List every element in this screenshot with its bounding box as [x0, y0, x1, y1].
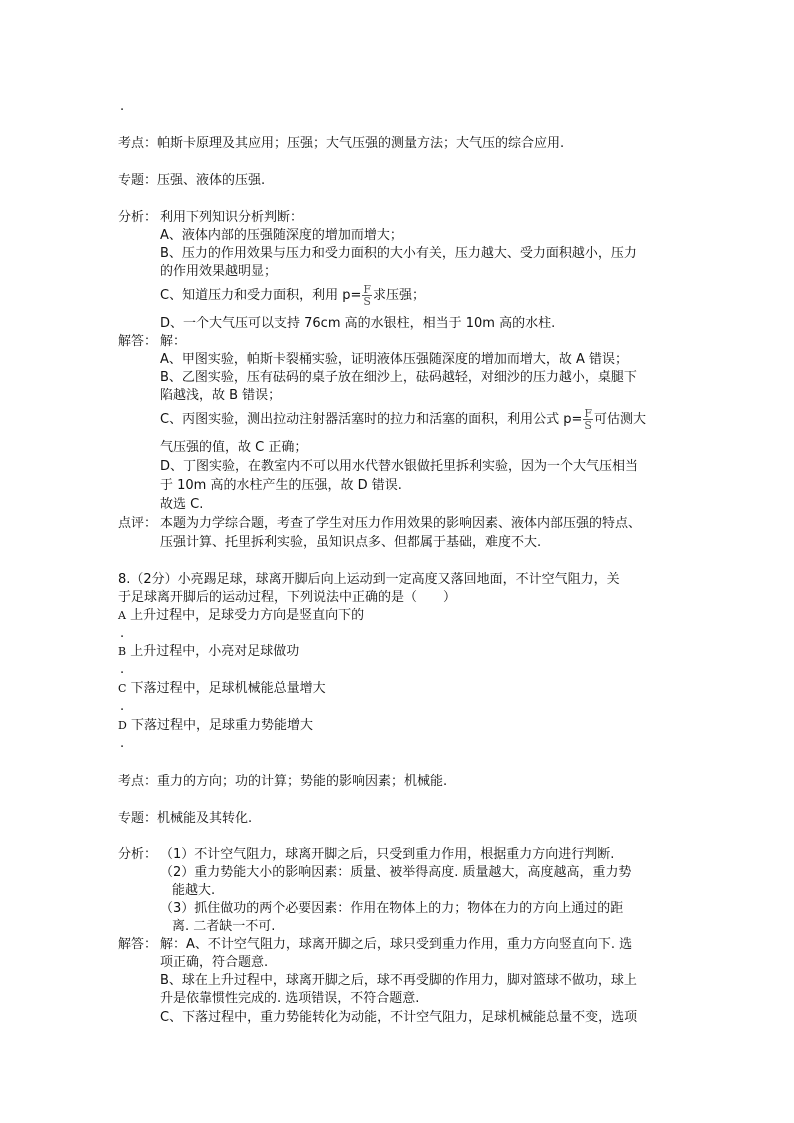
- option-letter: B: [118, 645, 127, 658]
- q7-fenxi-c-post: 求压强；: [373, 288, 426, 303]
- q7-fenxi-c: [160, 284, 425, 307]
- fraction-denominator: S: [584, 419, 592, 432]
- q7-jieda-d1: D、丁图实验，在教室内不可以用水代替水银做托里拆利实验，因为一个大气压相当: [160, 459, 639, 474]
- q8-fenxi-2a: （2）重力势能大小的影响因素：质量、被举得高度. 质量越大，高度越高，重力势: [160, 865, 632, 880]
- q7-jieda-d2: 于 10m 高的水柱产生的压强，故 D 错误.: [160, 478, 402, 493]
- q8-option-c-dot: .: [120, 699, 125, 714]
- q8-option-a-dot: .: [120, 626, 125, 641]
- fraction-numerator: F: [363, 283, 371, 296]
- option-text: 上升过程中，足球受力方向是竖直向下的: [130, 608, 365, 623]
- q8-kaodian: 考点：重力的方向；功的计算；势能的影响因素；机械能.: [118, 774, 448, 789]
- q8-fenxi-2b: 能越大.: [172, 883, 216, 898]
- fraction-denominator: S: [363, 295, 371, 308]
- q7-jieda-a: A、甲图实验，帕斯卡裂桶实验，证明液体压强随深度的增加而增大，故 A 错误；: [160, 352, 629, 367]
- q8-jieda-label: 解答：: [118, 937, 158, 952]
- option-letter: A: [118, 609, 126, 622]
- q7-jieda-intro: 解：: [160, 334, 187, 349]
- q7-jieda-b1: B、乙图实验，压有砝码的桌子放在细沙上，砝码越轻，对细沙的压力越小，桌腿下: [160, 370, 637, 385]
- fraction-numerator: F: [584, 407, 592, 420]
- q7-jieda-choice: 故选 C.: [160, 497, 204, 512]
- q8-option-c: [118, 681, 326, 697]
- q7-fenxi-b1: B、压力的作用效果与压力和受力面积的大小有关，压力越大、受力面积越小，压力: [160, 246, 637, 261]
- pressure-formula-fraction-2: [583, 408, 593, 431]
- q8-option-d-dot: .: [120, 736, 125, 751]
- q8-fenxi-1: （1）不计空气阻力，球离开脚之后，只受到重力作用，根据重力方向进行判断.: [160, 847, 615, 862]
- q7-jieda-c1-pre: C、丙图实验，测出拉动注射器活塞时的拉力和活塞的面积，利用公式 p=: [160, 412, 583, 427]
- q8-stem-1: 8.（2分）小亮踢足球，球离开脚后向上运动到一定高度又落回地面，不计空气阻力，关: [118, 572, 620, 587]
- q7-kaodian: 考点：帕斯卡原理及其应用；压强；大气压强的测量方法；大气压的综合应用.: [118, 136, 565, 151]
- q8-jieda-b2: 升是依靠惯性完成的. 选项错误，不符合题意.: [160, 991, 420, 1006]
- q8-fenxi-3a: （3）抓住做功的两个必要因素：作用在物体上的力；物体在力的方向上通过的距: [160, 901, 624, 916]
- q8-fenxi-label: 分析：: [118, 847, 158, 862]
- q8-option-b-dot: .: [120, 662, 125, 677]
- q7-fenxi-a: A、液体内部的压强随深度的增加而增大；: [160, 228, 403, 243]
- option-text: 下落过程中，足球机械能总量增大: [130, 681, 326, 696]
- q8-option-d: [118, 718, 313, 734]
- q7-fenxi-intro: 利用下列知识分析判断：: [160, 210, 304, 225]
- q7-jieda-label: 解答：: [118, 334, 158, 349]
- option-text: 上升过程中，小亮对足球做功: [130, 644, 300, 659]
- q7-fenxi-b2: 的作用效果越明显；: [160, 264, 278, 279]
- q8-jieda-b1: B、球在上升过程中，球离开脚之后，球不再受脚的作用力，脚对篮球不做功，球上: [160, 973, 637, 988]
- q8-jieda-a2: 项正确，符合题意.: [160, 955, 269, 970]
- q7-zhuanti: 专题：压强、液体的压强.: [118, 173, 266, 188]
- q8-zhuanti: 专题：机械能及其转化.: [118, 811, 253, 826]
- option-text: 下落过程中，足球重力势能增大: [130, 718, 313, 733]
- q7-dianping-2: 压强计算、托里拆利实验，虽知识点多、但都属于基础，难度不大.: [160, 535, 542, 550]
- q8-jieda-a1: 解：A、不计空气阻力，球离开脚之后，球只受到重力作用，重力方向竖直向下. 选: [160, 937, 633, 952]
- q8-stem-2: 于足球离开脚后的运动过程，下列说法中正确的是（ ）: [118, 590, 457, 605]
- q8-option-b: [118, 644, 299, 660]
- top-dot: .: [120, 99, 125, 114]
- q7-dianping-1: 本题为力学综合题，考查了学生对压力作用效果的影响因素、液体内部压强的特点、: [160, 516, 642, 531]
- q7-jieda-c1-post: 可估测大: [594, 412, 647, 427]
- q7-fenxi-d: D、一个大气压可以支持 76cm 高的水银柱，相当于 10m 高的水柱.: [160, 316, 556, 331]
- option-letter: C: [118, 682, 127, 695]
- q7-fenxi-c-pre: C、知道压力和受力面积，利用 p=: [160, 288, 362, 303]
- q7-fenxi-label: 分析：: [118, 210, 158, 225]
- q7-jieda-c1: [160, 408, 646, 431]
- q8-jieda-c1: C、下落过程中，重力势能转化为动能，不计空气阻力，足球机械能总量不变，选项: [160, 1010, 638, 1025]
- option-letter: D: [118, 719, 127, 732]
- q7-jieda-c2: 气压强的值，故 C 正确；: [160, 440, 308, 455]
- q8-fenxi-3b: 离. 二者缺一不可.: [172, 919, 276, 934]
- q7-jieda-b2: 陷越浅，故 B 错误；: [160, 388, 282, 403]
- q8-option-a: [118, 608, 364, 624]
- pressure-formula-fraction: [362, 284, 372, 307]
- q7-dianping-label: 点评：: [118, 516, 158, 531]
